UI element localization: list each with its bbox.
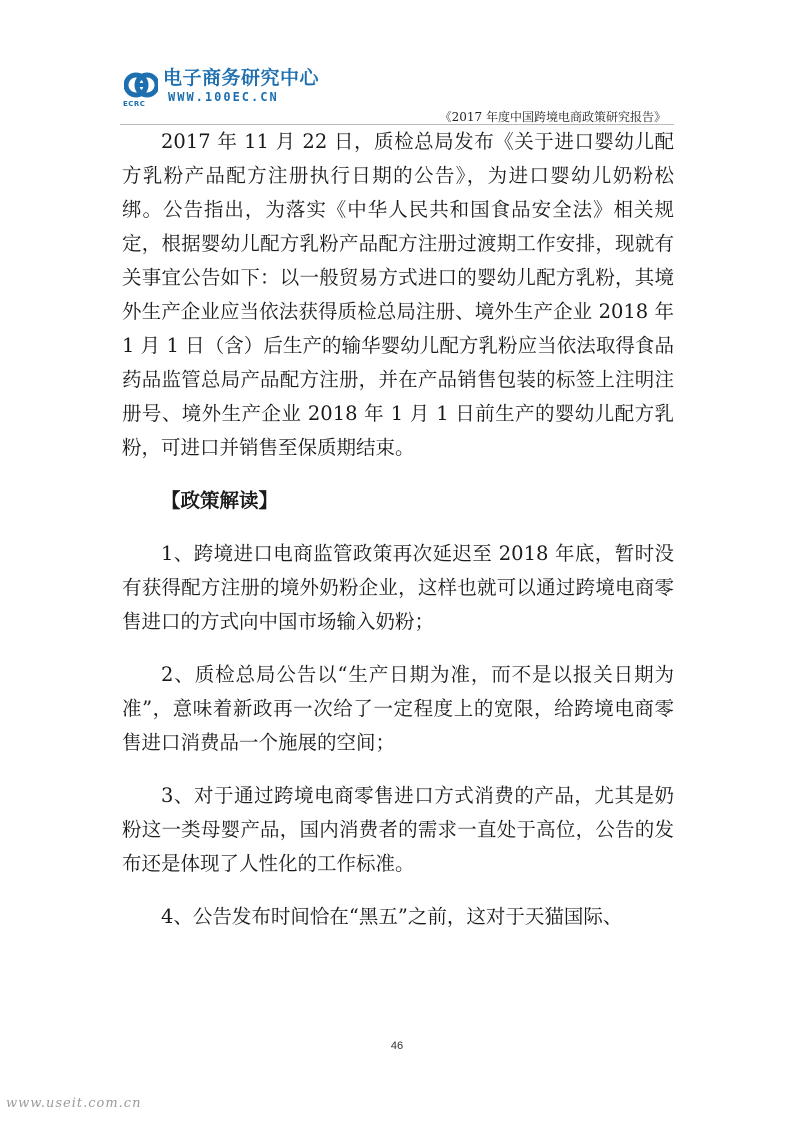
interpretation-item-2: 2、质检总局公告以“生产日期为准，而不是以报关日期为准”，意味着新政再一次给了一定程度上的宽限，给跨境电商零售进口消费品一个施展的空间； [122,663,674,754]
brand-name: 电子商务研究中心 [163,67,320,89]
interpretation-item-3: 3、对于通过跨境电商零售进口方式消费的产品，尤其是奶粉这一类母婴产品，国内消费者的需求一直处于高位，公告的发布还是体现了人性化的工作标准。 [122,784,674,875]
interpretation-item-4: 4、公告发布时间恰在“黑五”之前，这对于天猫国际、 [161,905,623,928]
brand-url: WWW.100EC.CN [168,90,279,104]
report-title: 《2017 年度中国跨境电商政策研究报告》 [439,110,666,124]
page-number: 46 [390,1040,404,1052]
brand-abbr: ECRC [123,100,146,108]
section-heading: 【政策解读】 [161,489,279,512]
page-header [0,0,794,125]
document-body [122,125,674,934]
intro-paragraph: 2017 年 11 月 22 日，质检总局发布《关于进口婴幼儿配方乳粉产品配方注册执行日期的公告》，为进口婴幼儿奶粉松绑。公告指出，为落实《中华人民共和国食品安全法》相关规定，根据婴幼儿配方乳粉产品配方注册过渡期工作安排，现就有关事宜公告如下：以一般贸易方式进口的婴幼儿配方乳粉，其境外生产企业应当依法获得质检总局注册、境外生产企业 2018 年 1 月 1 日（含）后生产的输华婴幼儿配方乳粉应当依法取得食品药品监管总局产品配方注册，并在产品销售包装的标签上注明注册号、境外生产企业 2018 年 1 月 1 日前生产的婴幼儿配方乳粉，可进口并销售至保质期结束。 [122,130,674,459]
watermark: www.useit.com.cn [6,1096,142,1111]
interpretation-item-1: 1、跨境进口电商监管政策再次延迟至 2018 年底，暂时没有获得配方注册的境外奶粉企业，这样也就可以通过跨境电商零售进口的方式向中国市场输入奶粉； [122,542,674,633]
ec-logo-icon [124,68,158,102]
